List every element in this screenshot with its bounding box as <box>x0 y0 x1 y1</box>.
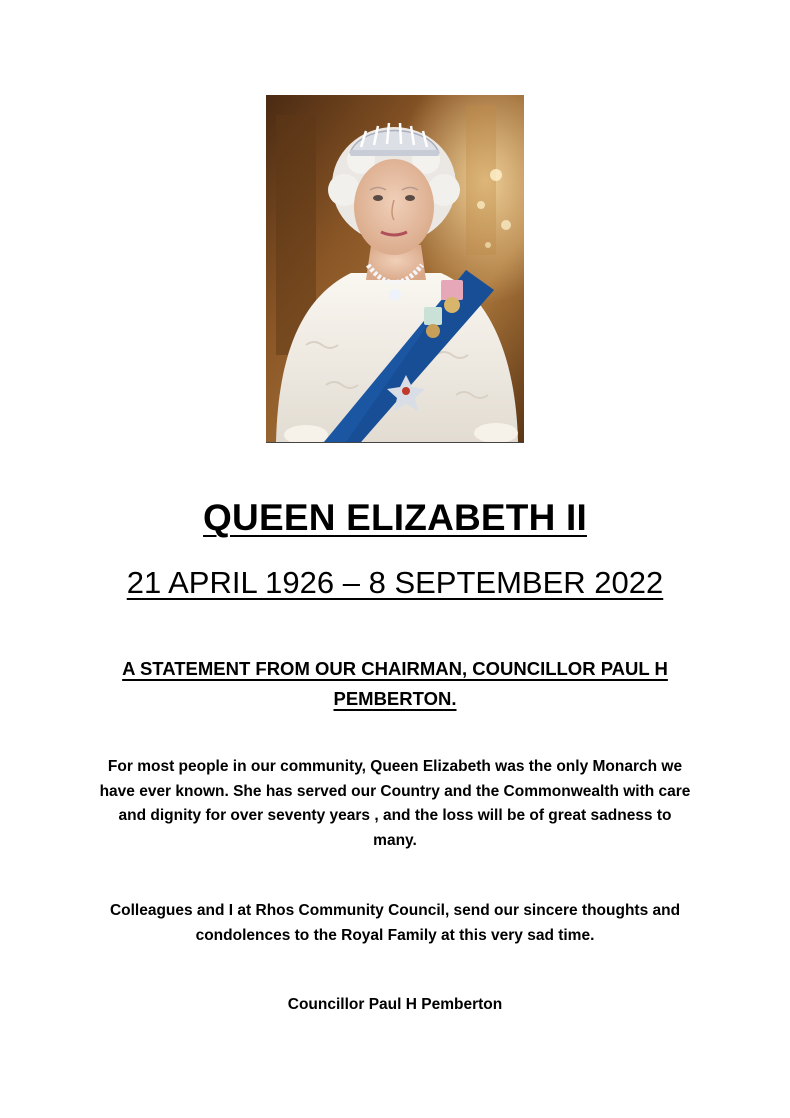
queen-portrait-image <box>266 95 524 443</box>
title-text: QUEEN ELIZABETH II <box>203 497 587 538</box>
dates-text: 21 APRIL 1926 – 8 SEPTEMBER 2022 <box>126 565 664 600</box>
statement-heading-text: A STATEMENT FROM OUR CHAIRMAN, COUNCILLOR PAUL H PEMBERTON. <box>122 658 668 709</box>
signature: Councillor Paul H Pemberton <box>287 996 503 1013</box>
page-title <box>0 494 790 542</box>
statement-heading <box>95 654 695 714</box>
statement-paragraph-2: Colleagues and I at Rhos Community Council, send our sincere thoughts and condolences to the Royal Family at this very sad time. <box>109 902 681 944</box>
queen-portrait-icon <box>266 95 524 442</box>
life-dates <box>0 562 790 604</box>
statement-paragraph-1: For most people in our community, Queen Elizabeth was the only Monarch we have ever known. She has served our Country and the Commonwealth with care and dignity for over seventy years , and the loss will be of great sadness to many. <box>99 758 691 849</box>
